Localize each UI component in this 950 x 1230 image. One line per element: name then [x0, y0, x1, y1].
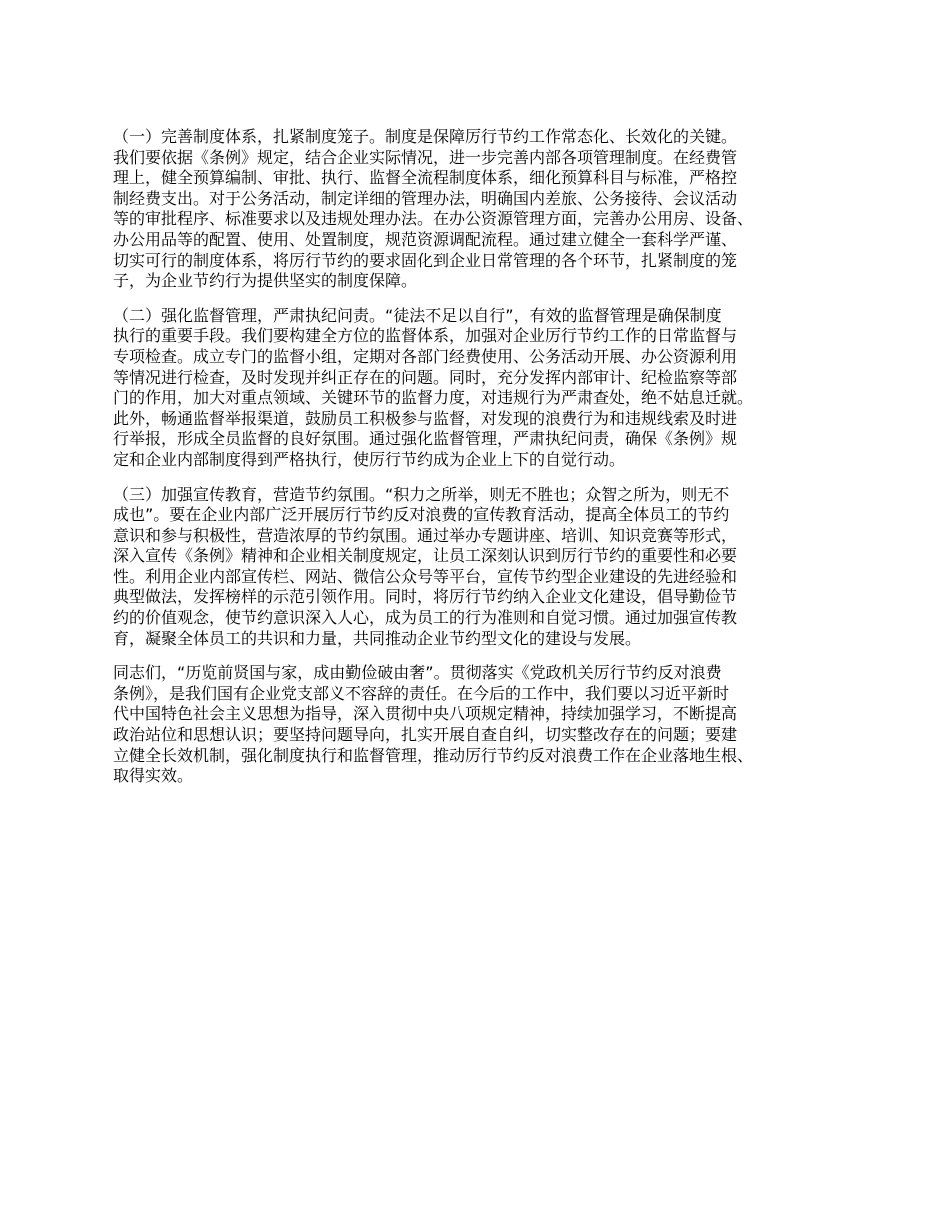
text-line: 我们要依据《条例》规定，结合企业实际情况，进一步完善内部各项管理制度。在经费管 — [113, 147, 738, 167]
text-line: 成也”。要在企业内部广泛开展厉行节约反对浪费的宣传教育活动，提高全体员工的节约 — [113, 505, 730, 525]
text-line: 约的价值观念，使节约意识深入人心，成为员工的行为准则和自觉习惯。通过加强宣传教 — [113, 608, 738, 628]
text-line: 意识和参与积极性，营造浓厚的节约氛围。通过举办专题讲座、培训、知识竞赛等形式， — [113, 525, 738, 545]
text-line: （三）加强宣传教育，营造节约氛围。“积力之所举，则无不胜也；众智之所为，则无不 — [113, 484, 730, 504]
text-line: 等的审批程序、标准要求以及违规处理办法。在办公资源管理方面，完善办公用房、设备、 — [113, 209, 754, 229]
text-line: 制经费支出。对于公务活动，制定详细的管理办法，明确国内差旅、公务接待、会议活动 — [113, 188, 738, 208]
text-line: 执行的重要手段。我们要构建全方位的监督体系，加强对企业厉行节约工作的日常监督与 — [113, 326, 738, 346]
document-body — [113, 127, 853, 801]
text-line: 等情况进行检查，及时发现并纠正存在的问题。同时，充分发挥内部审计、纪检监察等部 — [113, 367, 738, 387]
text-line: 条例》，是我们国有企业党支部义不容辞的责任。在今后的工作中，我们要以习近平新时 — [113, 683, 730, 703]
text-line: 理上，健全预算编制、审批、执行、监督全流程制度体系，细化预算科目与标准，严格控 — [113, 168, 738, 188]
text-line: 办公用品等的配置、使用、处置制度，规范资源调配流程。通过建立健全一套科学严谨、 — [113, 229, 738, 249]
text-line: 典型做法，发挥榜样的示范引领作用。同时，将厉行节约纳入企业文化建设，倡导勤俭节 — [113, 587, 738, 607]
text-line: 此外，畅通监督举报渠道，鼓励员工积极参与监督，对发现的浪费行为和违规线索及时进 — [113, 408, 738, 428]
paragraph-conclusion — [113, 663, 853, 787]
text-line: 深入宣传《条例》精神和企业相关制度规定，让员工深刻认识到厉行节约的重要性和必要 — [113, 546, 738, 566]
text-line: 取得实效。 — [113, 766, 194, 786]
text-line: 切实可行的制度体系，将厉行节约的要求固化到企业日常管理的各个环节，扎紧制度的笼 — [113, 250, 738, 270]
text-line: （一）完善制度体系，扎紧制度笼子。制度是保障厉行节约工作常态化、长效化的关键。 — [113, 127, 738, 146]
text-line: 性。利用企业内部宣传栏、网站、微信公众号等平台，宣传节约型企业建设的先进经验和 — [113, 566, 738, 586]
text-line: 育，凝聚全体员工的共识和力量，共同推动企业节约型文化的建设与发展。 — [113, 628, 642, 648]
paragraph-improve-system — [113, 127, 853, 292]
text-line: 子，为企业节约行为提供坚实的制度保障。 — [113, 271, 418, 291]
text-line: 代中国特色社会主义思想为指导，深入贯彻中央八项规定精神，持续加强学习，不断提高 — [113, 704, 738, 724]
text-line: 专项检查。成立专门的监督小组，定期对各部门经费使用、公务活动开展、办公资源利用 — [113, 346, 738, 366]
text-line: 行举报，形成全员监督的良好氛围。通过强化监督管理，严肃执纪问责，确保《条例》规 — [113, 429, 738, 449]
text-line: 门的作用，加大对重点领域、关键环节的监督力度，对违规行为严肃查处，绝不姑息迁就。 — [113, 388, 754, 408]
text-line: 政治站位和思想认识；要坚持问题导向，扎实开展自查自纠，切实整改存在的问题；要建 — [113, 725, 738, 745]
text-line: （二）强化监督管理，严肃执纪问责。“徒法不足以自行”，有效的监督管理是确保制度 — [113, 305, 722, 325]
paragraph-strengthen-supervision — [113, 306, 853, 471]
text-line: 定和企业内部制度得到严格执行，使厉行节约成为企业上下的自觉行动。 — [113, 449, 626, 469]
text-line: 立健全长效机制，强化制度执行和监督管理，推动厉行节约反对浪费工作在企业落地生根、 — [113, 745, 754, 765]
text-line: 同志们，“历览前贤国与家，成由勤俭破由奢”。贯彻落实《党政机关厉行节约反对浪费 — [113, 663, 722, 683]
paragraph-publicity-education — [113, 485, 853, 650]
